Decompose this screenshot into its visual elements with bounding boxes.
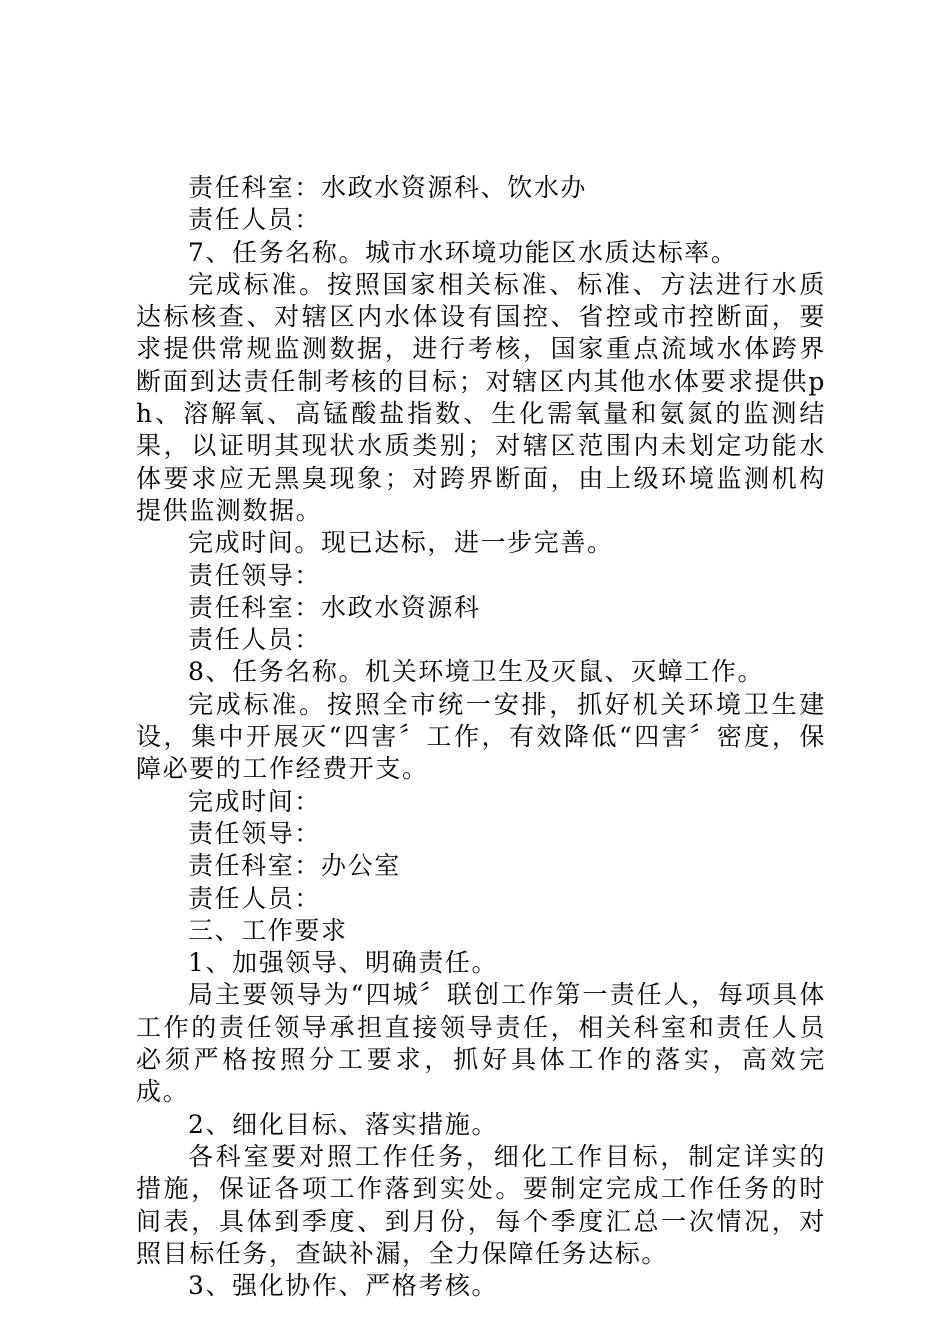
paragraph: 完成标准。按照国家相关标准、标准、方法进行水质达标核查、对辖区内水体设有国控、省控或市控断面，要求提供常规监测数据，进行考核，国家重点流域水体跨界断面到达责任制考核的目标；对辖区内其他水体要求提供ph、溶解氧、高锰酸盐指数、生化需氧量和氨氮的监测结果，以证明其现状水质类别；对辖区范围内未划定功能水体要求应无黑臭现象；对跨界断面，由上级环境监测机构提供监测数据。 <box>136 269 826 525</box>
paragraph: 责任领导： <box>188 560 322 590</box>
paragraph: 3、强化协作、严格考核。 <box>188 1271 499 1301</box>
paragraph: 完成标准。按照全市统一安排，抓好机关环境卫生建设，集中开展灭“四害〞工作，有效降低“四害〞密度，保障必要的工作经费开支。 <box>136 689 826 784</box>
paragraph: 局主要领导为“四城〞联创工作第一责任人，每项具体工作的责任领导承担直接领导责任，相关科室和责任人员必须严格按照分工要求，抓好具体工作的落实，高效完成。 <box>136 980 826 1107</box>
paragraph: 责任领导： <box>188 818 322 848</box>
paragraph: 完成时间。现已达标，进一步完善。 <box>188 528 614 558</box>
section-heading: 三、工作要求 <box>188 915 348 945</box>
paragraph: 责任科室：水政水资源科、饮水办 <box>188 173 588 202</box>
paragraph: 责任人员： <box>188 625 322 655</box>
paragraph: 7、任务名称。城市水环境功能区水质达标率。 <box>188 237 738 267</box>
paragraph: 责任科室：办公室 <box>188 851 401 881</box>
paragraph: 1、加强领导、明确责任。 <box>188 948 499 978</box>
paragraph: 各科室要对照工作任务，细化工作目标，制定详实的措施，保证各项工作落到实处。要制定完成工作任务的时间表，具体到季度、到月份，每个季度汇总一次情况，对照目标任务，查缺补漏，全力保障任务达标。 <box>136 1141 826 1268</box>
paragraph: 责任人员： <box>188 883 322 913</box>
paragraph: 8、任务名称。机关环境卫生及灭鼠、灭蟑工作。 <box>188 657 765 687</box>
paragraph: 责任科室：水政水资源科 <box>188 592 481 622</box>
paragraph: 完成时间： <box>188 786 322 816</box>
document-body <box>136 172 826 1302</box>
paragraph: 2、细化目标、落实措施。 <box>188 1109 499 1139</box>
paragraph: 责任人员： <box>188 205 322 235</box>
